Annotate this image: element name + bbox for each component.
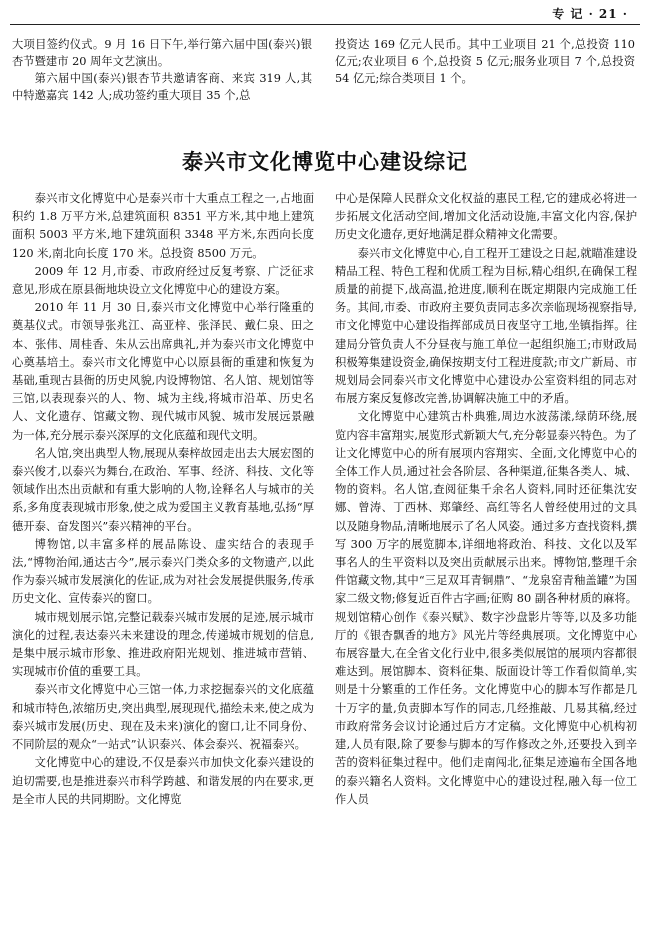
running-header: 专 记 · 21 · bbox=[552, 7, 628, 21]
paragraph: 名人馆,突出典型人物,展现从秦梓故园走出去大展宏图的泰兴俊才,以泰兴为舞台,在政治、军事、经济、科技、文化等领域作出杰出贡献和有重大影响的人物,诠释名人与城市的关系,多角度表现城市形象,使之成为爱国主义教育基地,弘扬“厚德开泰、奋发图兴”泰兴精神的平台。 bbox=[12, 446, 314, 533]
paragraph: 大项目签约仪式。9 月 16 日下午,举行第六届中国(泰兴)银杏节暨建市 20 周年文艺演出。 bbox=[12, 38, 312, 68]
paragraph: 文化博览中心的建设,不仅是泰兴市加快文化泰兴建设的迫切需要,也是推进泰兴市科学跨越、和谐发展的内在要求,更是全市人民的共同期盼。文化博览 bbox=[12, 756, 314, 806]
paragraph: 博物馆,以丰富多样的展品陈设、虚实结合的表现手法,“博物治闻,通达古今”,展示泰兴门类众多的文物遗产,以此作为泰兴城市发展演化的佐证,成为对社会发展提供服务,传承历史文化、宣传泰兴的窗口。 bbox=[12, 537, 314, 606]
article-left-column bbox=[12, 190, 314, 809]
paragraph: 投资达 169 亿元人民币。其中工业项目 21 个,总投资 110 亿元;农业项目 6 个,总投资 5 亿元;服务业项目 7 个,总投资 54 亿元;综合类项目 1 个。 bbox=[335, 38, 635, 85]
paragraph: 2010 年 11 月 30 日,泰兴市文化博览中心举行隆重的奠基仪式。市领导张兆江、高亚梓、张泽民、戴仁泉、田之本、张伟、周桂香、朱从云出席典礼,并为泰兴市文化博览中心奠基培土。泰兴市文化博览中心以原县衙的重建和恢复为基础,重现古县衙的历史风貌,内设博物馆、名人馆、规划馆等三馆,以表现泰兴的人、物、城为主线,将城市沿革、历史名人、文化遗存、馆藏文物、现代城市风貌、城市发展远景融为一体,充分展示泰兴深厚的文化底蕴和现代文明。 bbox=[12, 301, 314, 442]
article-title: 泰兴市文化博览中心建设综记 bbox=[182, 150, 468, 174]
header-rule bbox=[10, 24, 640, 25]
paragraph: 泰兴市文化博览中心三馆一体,力求挖掘泰兴的文化底蕴和城市特色,浓缩历史,突出典型,展现现代,描绘未来,使之成为泰兴城市发展(历史、现在及未来)演化的窗口,让不同身份、不同阶层的观众“一站式”认识泰兴、体会泰兴、祝福泰兴。 bbox=[12, 683, 314, 752]
article-right-column bbox=[335, 190, 637, 809]
paragraph: 第六届中国(泰兴)银杏节共邀请客商、来宾 319 人,其中特邀嘉宾 142 人;成功签约重大项目 35 个,总 bbox=[12, 72, 312, 102]
paragraph: 文化博览中心建筑古朴典雅,周边水波荡漾,绿荫环绕,展览内容丰富翔实,展览形式新颖大气,充分彰显泰兴特色。为了让文化博览中心的所有展项内容翔实、全面,文化博览中心的全体工作人员,通过社会各阶层、各种渠道,征集各类人、城、物的资料。名人馆,查阅征集千余名人资料,同时还征集沈安娜、曾涛、丁西林、郑肇经、高红等名人曾经使用过的文具以及随身物品,清晰地展示了名人风姿。通过多方查找资料,撰写 300 万字的展览脚本,详细地将政治、科技、文化以及军事名人的生平资料以及突出贡献展示出来。博物馆,整理千余件馆藏文物,其中“三足双耳青铜鼎”、“龙泉窑青釉盖罐”为国家二级文物;修复近百件古字画;征购 80 副各种材质的麻将。规划馆精心创作《泰兴赋》、数字沙盘影片等等,以及多功能厅的《银杏飘香的地方》风光片等经典展项。文化博览中心布展容量大,在全省文化行业中,很多类似展馆的展项内容都很难达到。展馆脚本、资料征集、版面设计等工作看似简单,实则是十分繁重的工作任务。文化博览中心的脚本写作都是几十万字的量,负责脚本写作的同志,几经推敲、几易其稿,经过市政府常务会议讨论通过后方才定稿。文化博览中心机构初建,人员有限,除了要参与脚本的写作修改之外,还要投入到辛苦的资料征集过程中。他们走南闯北,征集足迹遍布全国各地的泰兴籍名人资料。文化博览中心的建设过程,融入每一位工作人员 bbox=[335, 410, 637, 806]
top-left-column bbox=[12, 36, 312, 104]
paragraph: 中心是保障人民群众文化权益的惠民工程,它的建成必将进一步拓展文化活动空间,增加文化活动设施,丰富文化内容,保护历史文化遗存,更好地满足群众精神文化需要。 bbox=[335, 192, 637, 242]
page-header bbox=[0, 0, 650, 22]
paragraph: 泰兴市文化博览中心是泰兴市十大重点工程之一,占地面积约 1.8 万平方米,总建筑面积 8351 平方米,其中地上建筑面积 5003 平方米,地下建筑面积 3348 平方米,东西向长度 120 米,南北向长度 170 米。总投资 8500 万元。 bbox=[12, 192, 314, 260]
paragraph: 2009 年 12 月,市委、市政府经过反复考察、广泛征求意见,形成在原县衙地块设立文化博览中心的建设方案。 bbox=[12, 264, 314, 297]
top-right-column bbox=[335, 36, 635, 87]
paragraph: 泰兴市文化博览中心,自工程开工建设之日起,就瞄准建设精品工程、特色工程和优质工程为目标,精心组织,在确保工程质量的前提下,战高温,抢进度,顺利在既定期限内完成施工任务。其间,市委、市政府主要负责同志多次亲临现场视察指导,市文化博览中心建设指挥部成员日夜坚守工地,坐镇指挥。往建局分管负责人不分昼夜与施工单位一起组织施工;市财政局积极筹集建设资金,确保按期支付工程进度款;市文广新局、市规划局会同泰兴市文化博览中心建设办公室资料组的同志对布展方案反复修改完善,协调解决施工中的矛盾。 bbox=[335, 246, 637, 406]
paragraph: 城市规划展示馆,完整记载泰兴城市发展的足迹,展示城市演化的过程,表达泰兴未来建设的理念,传递城市规划的信息,是集中展示城市形象、推进政府阳光规划、推进城市营销、实现城市价值的重要工具。 bbox=[12, 610, 314, 679]
